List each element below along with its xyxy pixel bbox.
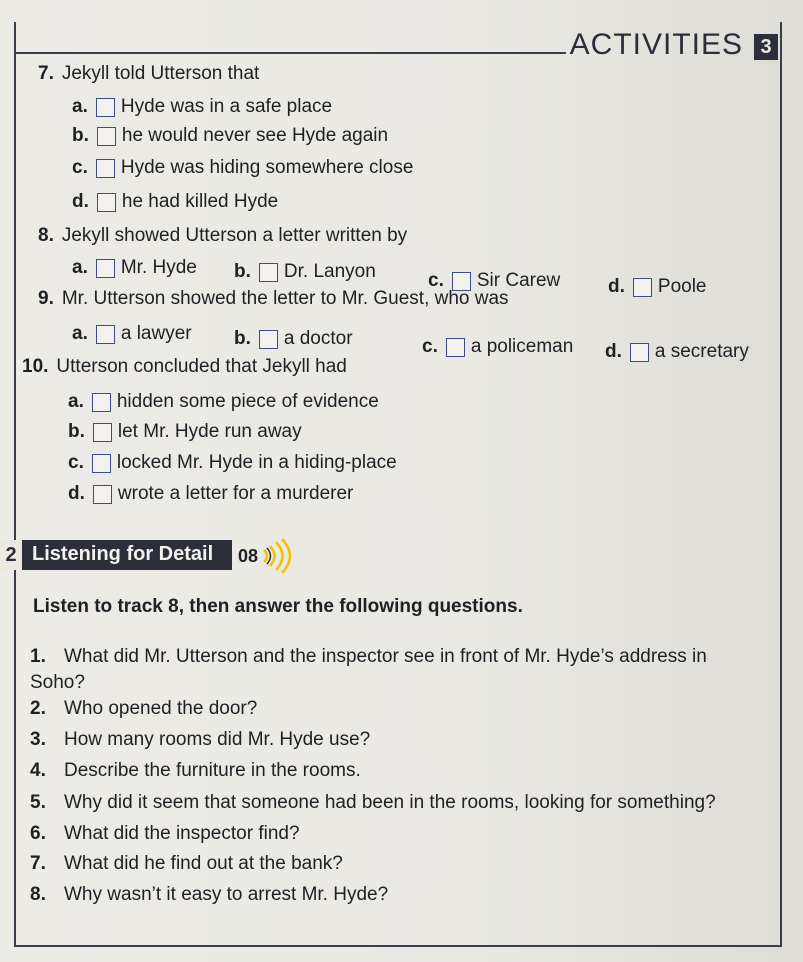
audio-waves-icon — [260, 538, 306, 574]
option-text: a doctor — [283, 328, 353, 349]
checkbox[interactable] — [96, 98, 115, 117]
option-letter: d. — [608, 276, 625, 297]
question-text: What did the inspector find? — [64, 823, 300, 844]
checkbox[interactable] — [92, 393, 111, 412]
checkbox[interactable] — [446, 338, 465, 357]
checkbox[interactable] — [96, 159, 115, 178]
option-text: locked Mr. Hyde in a hiding-place — [116, 452, 397, 473]
question-number: 3. — [30, 729, 46, 750]
audio-track[interactable] — [238, 541, 306, 571]
option-letter: c. — [72, 157, 88, 178]
option-text: Hyde was in a safe place — [120, 96, 333, 117]
question-text: How many rooms did Mr. Hyde use? — [64, 729, 371, 750]
question-number: 6. — [30, 823, 46, 844]
option-text: Dr. Lanyon — [283, 261, 376, 282]
page-header-title: ACTIVITIES — [569, 28, 743, 61]
option-text: a secretary — [654, 341, 749, 362]
option-text: hidden some piece of evidence — [116, 391, 379, 412]
option-letter: d. — [72, 191, 89, 212]
checkbox[interactable] — [97, 127, 116, 146]
option-text: Sir Carew — [476, 270, 561, 291]
header-rule — [14, 52, 566, 54]
option-7b[interactable] — [72, 125, 388, 147]
option-letter: c. — [68, 452, 84, 473]
question-number: 8. — [30, 884, 46, 905]
question-8 — [38, 225, 407, 247]
listening-question — [30, 882, 760, 908]
option-letter: c. — [422, 336, 438, 357]
option-letter: b. — [68, 421, 85, 442]
option-letter: a. — [72, 96, 88, 117]
checkbox[interactable] — [259, 330, 278, 349]
option-letter: a. — [72, 257, 88, 278]
question-text: Why wasn’t it easy to arrest Mr. Hyde? — [64, 884, 389, 905]
option-letter: b. — [72, 125, 89, 146]
question-text: Describe the furniture in the rooms. — [64, 760, 361, 781]
listening-question — [30, 790, 760, 816]
checkbox[interactable] — [96, 325, 115, 344]
question-number: 7. — [30, 853, 46, 874]
question-number: 9. — [38, 288, 54, 309]
option-9b[interactable] — [234, 328, 353, 350]
option-text: Poole — [657, 276, 707, 297]
option-letter: a. — [68, 391, 84, 412]
option-letter: b. — [234, 328, 251, 349]
option-text: let Mr. Hyde run away — [117, 421, 302, 442]
section-title: Listening for Detail — [32, 543, 214, 565]
listening-question — [30, 821, 760, 847]
checkbox[interactable] — [93, 423, 112, 442]
track-number: 08 — [238, 545, 259, 566]
question-number: 10. — [22, 356, 49, 377]
question-number: 2. — [30, 698, 46, 719]
section-instruction: Listen to track 8, then answer the following questions. — [33, 596, 523, 617]
question-text: Why did it seem that someone had been in the rooms, looking for something? — [64, 792, 716, 813]
option-text: a policeman — [470, 336, 574, 357]
listening-question — [30, 644, 760, 696]
checkbox[interactable] — [633, 278, 652, 297]
question-text: What did Mr. Utterson and the inspector see in front of Mr. Hyde’s address in Soho? — [30, 646, 707, 693]
option-letter: d. — [605, 341, 622, 362]
checkbox[interactable] — [96, 259, 115, 278]
question-number: 8. — [38, 225, 54, 246]
option-10d[interactable] — [68, 483, 353, 505]
option-letter: b. — [234, 261, 251, 282]
listening-question — [30, 727, 760, 753]
listening-question — [30, 758, 760, 784]
listening-question — [30, 696, 760, 722]
question-number: 4. — [30, 760, 46, 781]
page-header-number: 3 — [754, 34, 778, 60]
option-text: a lawyer — [120, 323, 192, 344]
question-text: Who opened the door? — [64, 698, 258, 719]
checkbox[interactable] — [93, 485, 112, 504]
question-7 — [38, 63, 259, 85]
question-text: Utterson concluded that Jekyll had — [56, 356, 347, 377]
option-9d[interactable] — [605, 341, 749, 363]
listening-question — [30, 851, 760, 877]
option-8d[interactable] — [608, 276, 707, 298]
option-9a[interactable] — [72, 323, 192, 345]
checkbox[interactable] — [92, 454, 111, 473]
question-9 — [38, 288, 509, 310]
option-text: he had killed Hyde — [121, 191, 279, 212]
option-letter: d. — [68, 483, 85, 504]
option-text: Mr. Hyde — [120, 257, 197, 278]
option-letter: a. — [72, 323, 88, 344]
option-text: he would never see Hyde again — [121, 125, 389, 146]
option-10c[interactable] — [68, 452, 397, 474]
question-number: 1. — [30, 646, 46, 667]
option-7a[interactable] — [72, 96, 332, 118]
option-7d[interactable] — [72, 191, 278, 213]
option-text: wrote a letter for a murderer — [117, 483, 354, 504]
option-letter: c. — [428, 270, 444, 291]
checkbox[interactable] — [630, 343, 649, 362]
option-8a[interactable] — [72, 257, 197, 279]
option-text: Hyde was hiding somewhere close — [120, 157, 414, 178]
question-number: 5. — [30, 792, 46, 813]
question-text: Jekyll showed Utterson a letter written by — [61, 225, 408, 246]
option-7c[interactable] — [72, 157, 413, 179]
checkbox[interactable] — [259, 263, 278, 282]
option-10b[interactable] — [68, 421, 302, 443]
checkbox[interactable] — [97, 193, 116, 212]
question-text: What did he find out at the bank? — [64, 853, 343, 874]
question-text: Jekyll told Utterson that — [61, 63, 260, 84]
option-9c[interactable] — [422, 336, 573, 358]
section-number: 2 — [0, 540, 22, 570]
option-8b[interactable] — [234, 261, 376, 283]
question-10 — [22, 356, 347, 378]
question-number: 7. — [38, 63, 54, 84]
option-10a[interactable] — [68, 391, 379, 413]
question-text: Mr. Utterson showed the letter to Mr. Guest, who was — [61, 288, 509, 309]
